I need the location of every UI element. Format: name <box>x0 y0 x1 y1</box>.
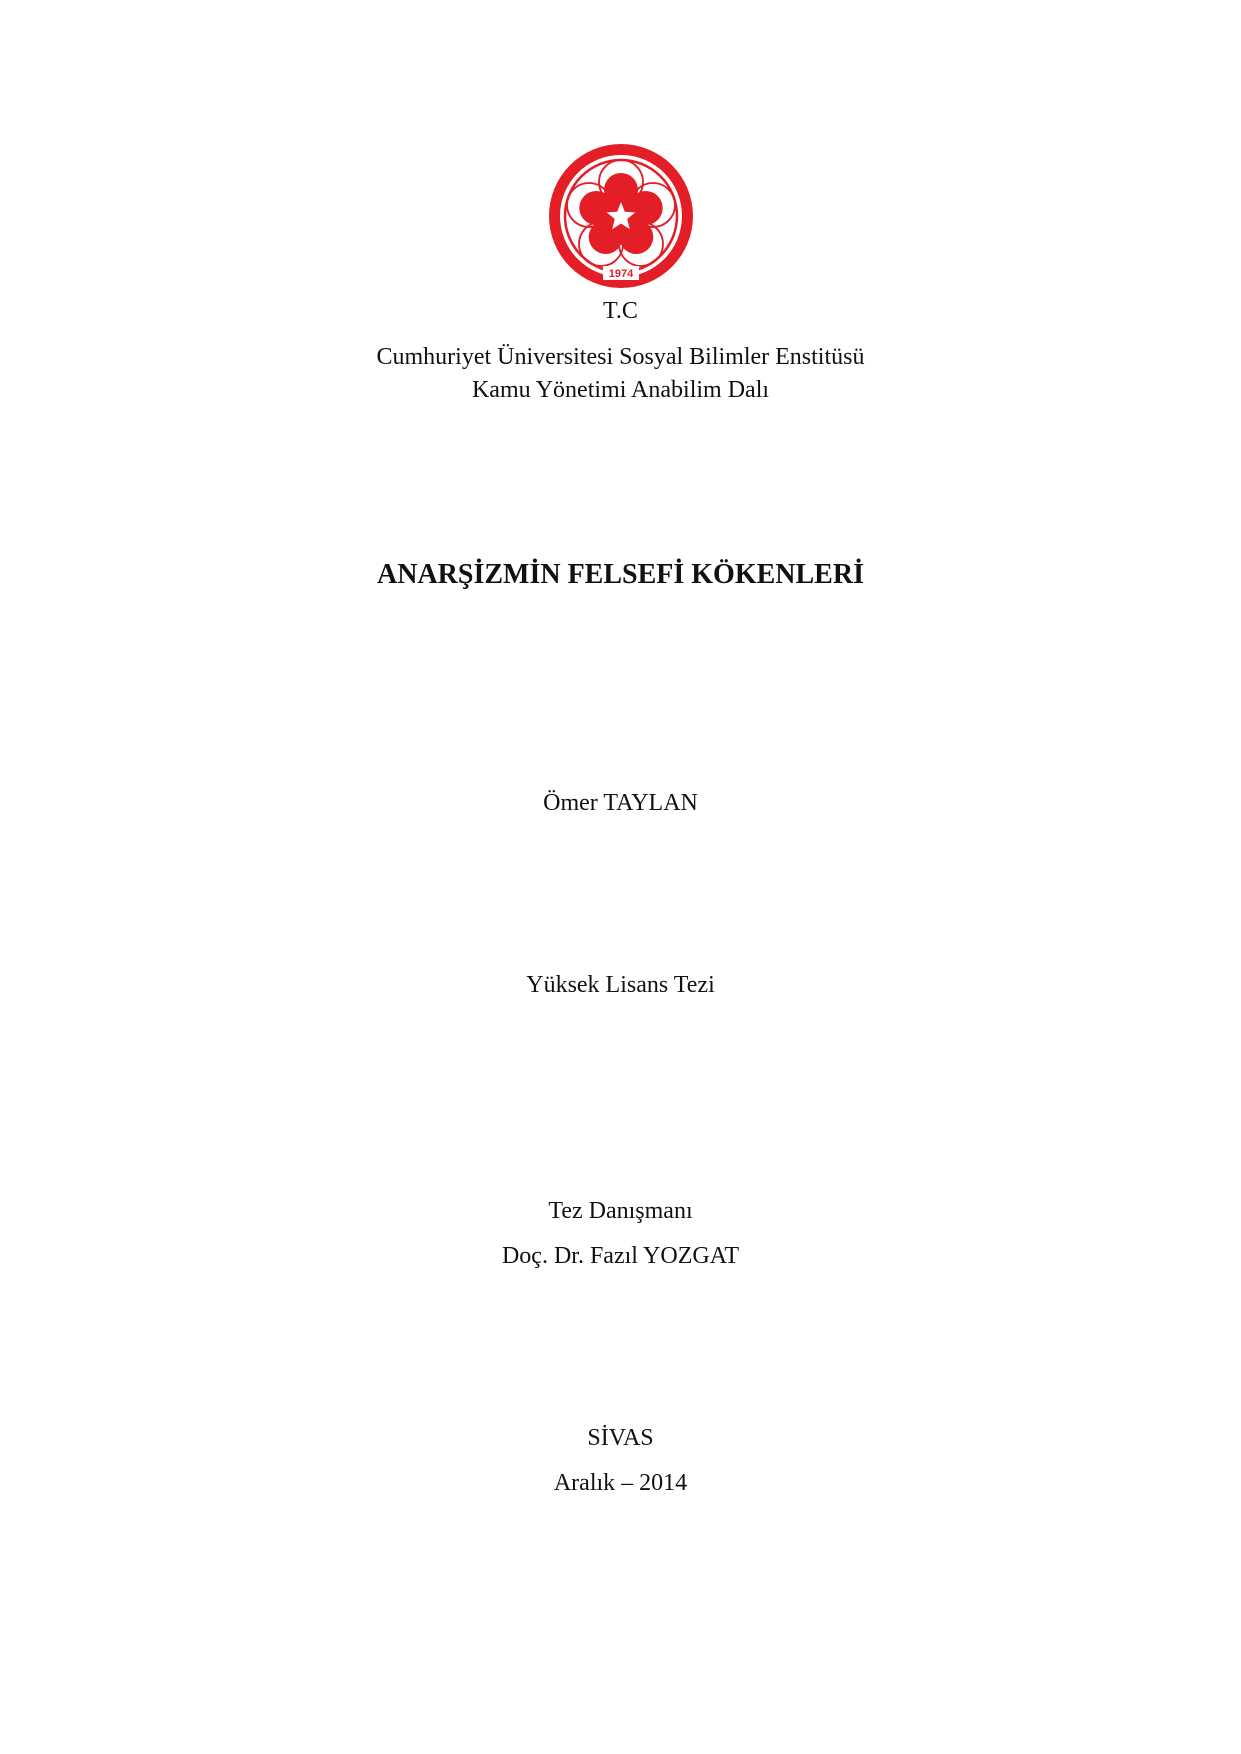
country-label: T.C <box>603 298 638 324</box>
degree-label: Yüksek Lisans Tezi <box>526 972 715 998</box>
author-name: Ömer TAYLAN <box>543 790 698 816</box>
advisor-name: Doç. Dr. Fazıl YOZGAT <box>501 1243 740 1269</box>
advisor-label: Tez Danışmanı <box>548 1198 693 1224</box>
department-name: Kamu Yönetimi Anabilim Dalı <box>471 377 770 403</box>
city-label: SİVAS <box>587 1425 654 1451</box>
university-seal-icon <box>547 142 695 290</box>
seal-year: 1974 <box>608 268 634 280</box>
date-label: Aralık – 2014 <box>553 1470 688 1496</box>
institution-name: Cumhuriyet Üniversitesi Sosyal Bilimler Enstitüsü <box>376 344 865 370</box>
thesis-title: ANARŞİZMİN FELSEFİ KÖKENLERİ <box>377 559 864 590</box>
